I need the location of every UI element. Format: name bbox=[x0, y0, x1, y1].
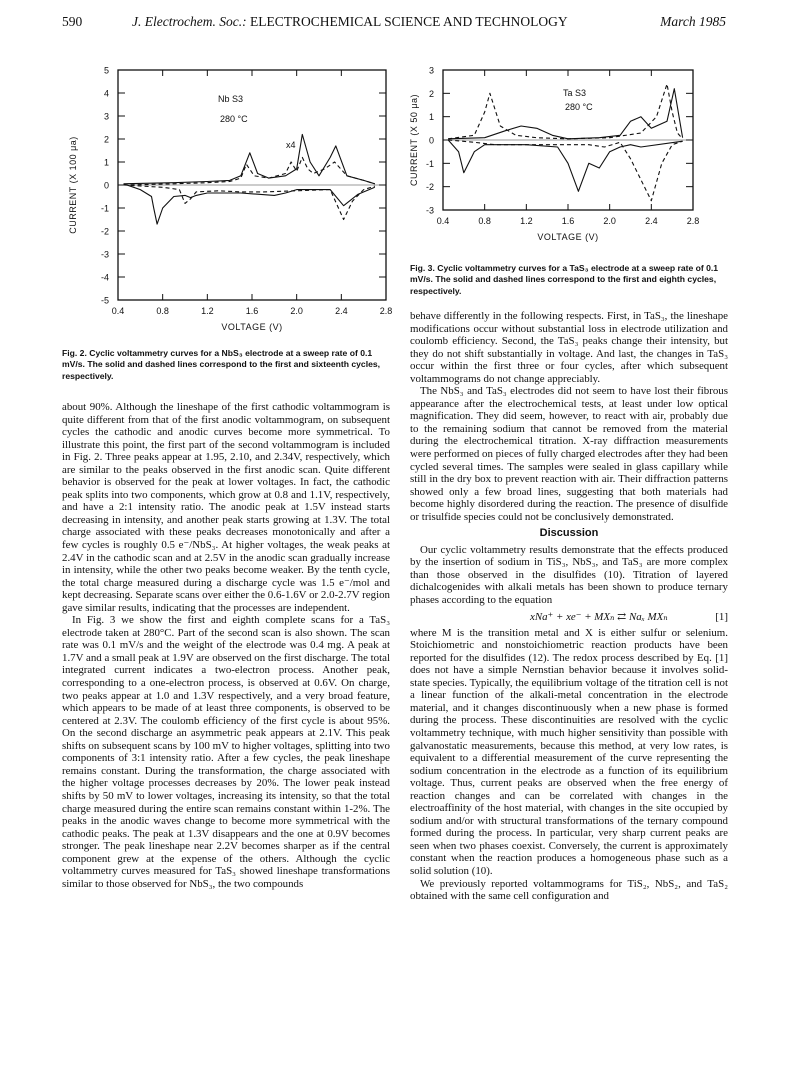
x-tick-label: 2.8 bbox=[379, 306, 393, 316]
y-tick-label: -1 bbox=[100, 203, 109, 214]
y-tick-label: 3 bbox=[428, 65, 434, 76]
y-tick-label: -4 bbox=[100, 272, 109, 283]
series-line-dashed bbox=[448, 140, 682, 201]
y-axis-label: CURRENT (X 100 μa) bbox=[68, 136, 78, 234]
y-tick-label: 3 bbox=[103, 111, 109, 122]
x-tick-label: 2.4 bbox=[335, 306, 348, 316]
page-number: 590 bbox=[62, 14, 83, 29]
y-tick-label: -2 bbox=[425, 182, 434, 193]
chart-annotation: x4 bbox=[286, 140, 296, 150]
x-axis-label: VOLTAGE (V) bbox=[537, 232, 599, 242]
figure-2-chart bbox=[60, 56, 400, 338]
paragraph: Our cyclic voltammetry results demonstrate that the effects produced by the insertion of sodium in TiS₃, NbS₃, and TaS₃ are more complex than those observed in the disulfides (10). Titration of layered dichalcogenides with alkali metals has been shown to produce ternary phases according to the equation bbox=[410, 543, 728, 607]
y-tick-label: 1 bbox=[428, 112, 434, 123]
paragraph: about 90%. Although the lineshape of the first cathodic voltammogram is quite different from that of the first anodic voltammogram, on subsequent cycles the cathodic and anodic curves become more symmetrical. To illustrate this point, the first part of the second voltammogram is included in Fig. 2. Three peaks appear at 1.95, 2.10, and 2.34V, respectively, which are similar to the peaks observed in the first anodic scan. Quite different behavior is observed for the peak at lower voltages. In fact, the cathodic peak splits into two components, which grow at 0.8 and 1.1V, respectively, and have a 2:1 intensity ratio. The anodic peak at 1.5V instead starts decreasing in intensity, and another peak starts growing at 1.3V. The total charge associated with these peaks decreases monotonically and after a few cycles is roughly 0.5 e⁻/NbS₃. At higher voltages, the weak peaks at 2.4V in the cathodic scan and at 2.5V in the anodic scan gradually increase in intensity, while the other two peaks become weaker. By the tenth cycle, the total charge measured during a discharge cycle was 1.5 e⁻/mol and kept decreasing. Separate scans over either the 0.6-1.6V or 2.0-2.7V region gave similar results, indicating that the processes are independent. bbox=[62, 401, 390, 614]
paragraph: where M is the transition metal and X is either sulfur or selenium. Stoichiometric and nonstoichiometric reaction products have been reported for the disulfides (12). The redox process described by Eq. [1] does not have a simple Nernstian behavior because it involves solid-state species. Typically, the equilibrium voltage of the titration cell is not a linear function of the alkali-metal concentration in the electrode material, and it changes discontinuously when a new phase is formed during the process. These discontinuities are resolved with the cyclic voltammetry technique, with much higher sensitivity than possible with galvanostatic measurements, because this method, at very low rates, is equivalent to a differential measurement of the curve representing the sodium concentration in the electrode as a function of its equilibrium voltage. Thus, current peaks are observed when the free energy of reaction changes and can be correlated with changes in the electroaffinity of the host material, with changes in the site occupied by sodium and/or with structural transformations of the ternary compound formed during the process. In particular, very sharp current peaks are seen when two phases coexist. Conversely, the current is approximately constant when the reaction produces a homogeneous phase such as a solid solution (10). bbox=[410, 626, 728, 877]
x-tick-label: 2.0 bbox=[290, 306, 303, 316]
x-tick-label: 2.0 bbox=[603, 216, 616, 226]
x-tick-label: 0.8 bbox=[478, 216, 491, 226]
running-header bbox=[62, 14, 726, 32]
y-tick-label: 1 bbox=[103, 157, 109, 168]
y-tick-label: -3 bbox=[425, 205, 434, 216]
y-axis-label: CURRENT (X 50 μa) bbox=[409, 93, 419, 187]
figure-3-caption bbox=[410, 263, 728, 297]
y-tick-label: -3 bbox=[100, 249, 109, 260]
x-tick-label: 2.8 bbox=[686, 216, 700, 226]
paragraph: We previously reported voltammograms for TiS₂, NbS₂, and TaS₂ obtained with the same cell configuration and bbox=[410, 877, 728, 903]
x-tick-label: 1.2 bbox=[520, 216, 533, 226]
equation-1 bbox=[410, 610, 728, 626]
series-line-dashed bbox=[124, 157, 375, 185]
figure-3-caption-text: Cyclic voltammetry curves for a TaS₃ electrode at a sweep rate of 0.1 mV/s. The solid and dashed lines correspond to the first and eighth cycles, respectively. bbox=[410, 263, 719, 296]
y-tick-label: -2 bbox=[100, 226, 109, 237]
figure-2-caption-text: Cyclic voltammetry curves for a NbS₃ electrode at a sweep rate of 0.1 mV/s. The solid and dashed lines correspond to the first and sixteenth cycles, respectively. bbox=[62, 348, 381, 381]
x-tick-label: 0.4 bbox=[111, 306, 125, 316]
x-tick-label: 1.6 bbox=[561, 216, 575, 226]
journal-title bbox=[132, 14, 568, 30]
paragraph: The NbS₃ and TaS₃ electrodes did not seem to have lost their fibrous appearance after the electrochemical tests, at least under low optical magnification. They did seem, however, to react with air, probably due to the remaining sodium that cannot be removed from the material during the electrochemical titration. X-ray diffraction measurements were performed on pieces of fully charged electrodes after they had been cycled several times. The samples were sealed in glass capillary while still in the dry box to prevent reaction with air. Their diffraction patterns showed only a few broad lines, suggesting that both materials had become highly disordered during the reaction. The presence of disulfide or trisulfide species could not be conclusively demonstrated. bbox=[410, 385, 728, 523]
journal-section: ELECTROCHEMICAL SCIENCE AND TECHNOLOGY bbox=[249, 14, 568, 29]
journal-name: J. Electrochem. Soc.: bbox=[132, 14, 247, 29]
y-tick-label: 5 bbox=[103, 65, 109, 76]
chart-annotation: 280 °C bbox=[565, 102, 593, 112]
y-tick-label: 0 bbox=[428, 135, 434, 146]
series-line-solid bbox=[124, 134, 375, 183]
figure-3 bbox=[408, 60, 728, 260]
chart-annotation: Ta S3 bbox=[563, 88, 587, 98]
series-line-solid bbox=[124, 184, 375, 224]
paragraph: behave differently in the following respects. First, in TaS₃, the lineshape modifications occur without substantial loss in electrode utilization and coulomb efficiency. Second, the TaS₃ peaks change their intensity, but they do not shift substantially in voltage. And last, the changes in TaS₃ occur within the first three or four cycles, after which subsequent voltammograms do not change appreciably. bbox=[410, 310, 728, 385]
figure-3-caption-label: Fig. 3. bbox=[410, 263, 435, 273]
x-axis-label: VOLTAGE (V) bbox=[221, 322, 283, 332]
chart-annotation: Nb S3 bbox=[218, 94, 244, 104]
y-tick-label: 2 bbox=[428, 88, 434, 99]
figure-2 bbox=[60, 56, 400, 338]
issue-date: March 1985 bbox=[660, 14, 726, 29]
equation-text: xNa⁺ + xe⁻ + MXₙ ⇄ Naₓ MXₙ bbox=[530, 610, 668, 623]
y-tick-label: 0 bbox=[103, 180, 109, 191]
x-tick-label: 0.4 bbox=[436, 216, 450, 226]
figure-2-caption bbox=[62, 348, 390, 382]
x-tick-label: 1.6 bbox=[245, 306, 259, 316]
figure-2-caption-label: Fig. 2. bbox=[62, 348, 87, 358]
y-tick-label: 4 bbox=[103, 88, 109, 99]
y-tick-label: -5 bbox=[100, 295, 109, 306]
x-tick-label: 0.8 bbox=[156, 306, 169, 316]
figure-3-chart bbox=[408, 60, 728, 260]
x-tick-label: 1.2 bbox=[201, 306, 214, 316]
left-column bbox=[62, 401, 390, 890]
equation-number: [1] bbox=[715, 610, 728, 623]
section-heading: Discussion bbox=[539, 527, 599, 540]
y-tick-label: 2 bbox=[103, 134, 109, 145]
chart-annotation: 280 °C bbox=[220, 114, 248, 124]
paragraph: In Fig. 3 we show the first and eighth complete scans for a TaS₃ electrode taken at 280°C. Part of the second scan is also shown. The scan rate was 0.1 mV/s and the weight of the electrode was 0.4 mg. A peak at 1.7V and a small peak at 1.9V are observed on the first discharge. The total integrated current indicates a two-electron process. Another peak, corresponding to a one-electron process, is observed at 0.6V. On charge, two peaks appear at 1.0 and 1.3V respectively, and a very broad feature, which appears to be made of at least three components, is observed to be centered at 2.3V. The coulomb efficiency of the first cycle is about 95%. On the second discharge an asymmetric peak appears at 2.1V. This peak shifts on subsequent scans by 100 mV to higher voltages, splitting into two components of 3:1 intensity ratio. After a few cycles, the peak lineshape remains constant. During the transformation, the charge associated with the higher voltage processes decreases by 20%. The lower peak instead shifts by 50 mV to lower voltages, increasing its intensity, so that the total charge measured during the entire scan remains constant within 1-2%. The peaks in the anodic waves change to become more symmetrical with the cathodic peaks. The peak at 1.3V disappears and the one at 0.9V becomes stronger. The peak lineshape near 2.2V becomes sharper as if the central component grew at the expense of the others. Although the cyclic voltammetry curves measured for TaS₃ showed lineshape transformations similar to those observed for NbS₃, the two compounds bbox=[62, 614, 390, 890]
right-column bbox=[410, 310, 728, 903]
x-tick-label: 2.4 bbox=[645, 216, 658, 226]
series-line-solid bbox=[448, 140, 682, 191]
series-line-dashed bbox=[124, 185, 375, 220]
y-tick-label: -1 bbox=[425, 158, 434, 169]
